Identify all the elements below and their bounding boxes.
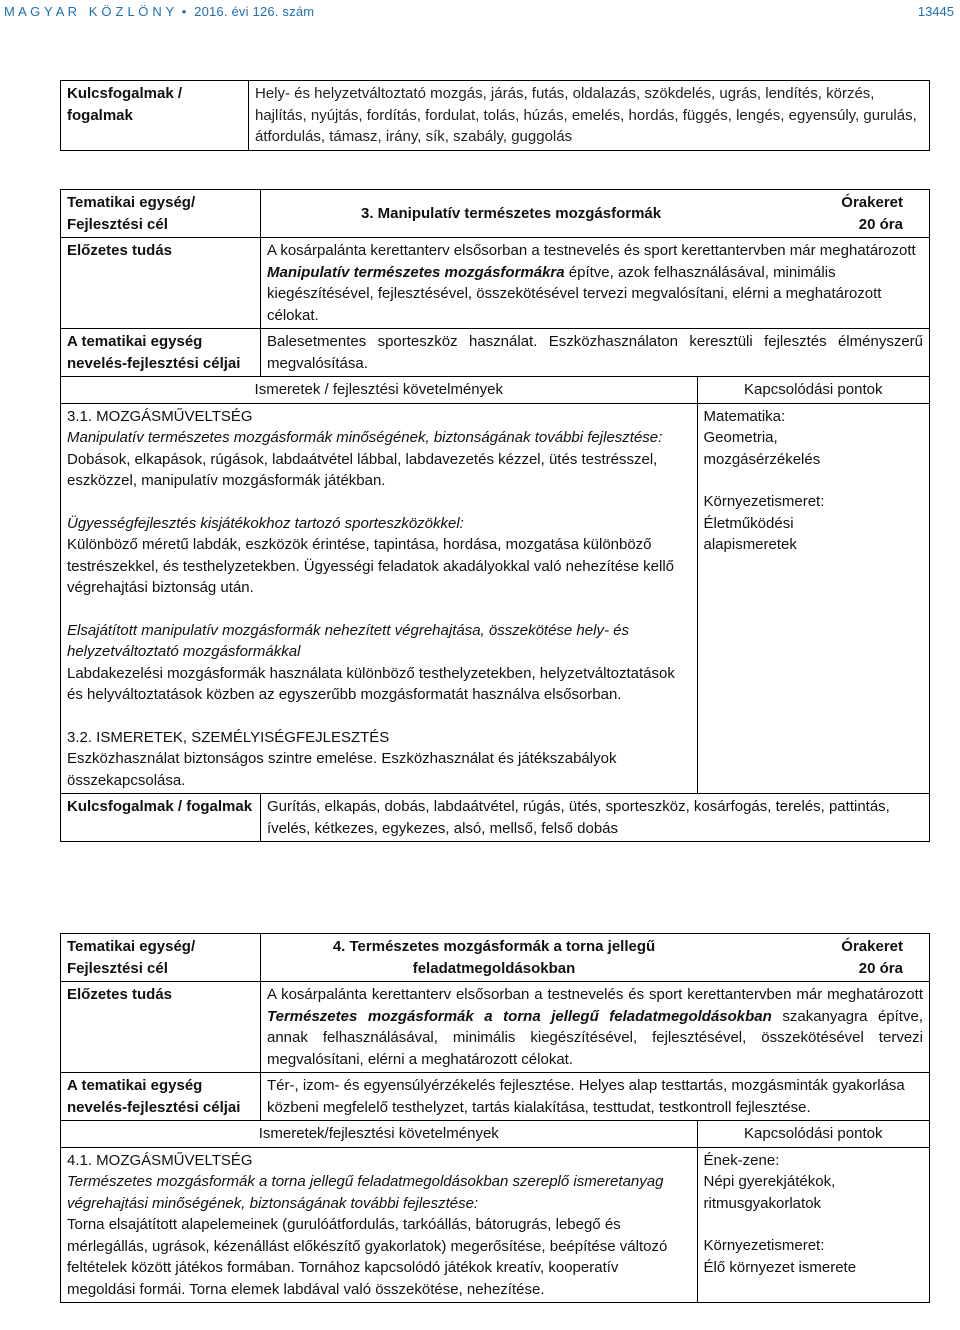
unit3-knowledge-cell [61, 403, 698, 794]
link-topic: Geometria, [703, 429, 778, 446]
section-3-1-paragraph-1: Dobások, elkapások, rúgások, labdaátvétel lábbal, labdavezetés kézzel, ütés testrésszel, eszközzel, manipulatív mozgásformák játékban. [67, 450, 658, 489]
section-4-1-subtitle: Természetes mozgásformák a torna jellegű feladatmegoldásokban szereplő ismeretanyag végrehajtási minőségének, biztonságának további fejlesztése: [67, 1173, 664, 1212]
link-topic: alapismeretek [703, 536, 797, 553]
unit3-col-knowledge-header: Ismeretek / fejlesztési követelmények [61, 377, 698, 404]
section-3-2-title: 3.2. ISMERETEK, SZEMÉLYISÉGFEJLESZTÉS [67, 728, 390, 746]
unit3-hours-value: 20 óra [858, 215, 903, 233]
unit4-hours-label: Órakeret [841, 938, 903, 955]
unit4-hours [697, 934, 930, 982]
unit3-hours [697, 190, 930, 238]
link-subject: Matematika: [703, 407, 786, 425]
keywords-text: Hely- és helyzetváltoztató mozgás, járás, futás, oldalazás, szökdelés, ugrás, lendítés, körzés, hajlítás, nyújtás, fordítás, fordulat, tolás, húzás, emelés, hordás, függés, lengés, egyensúly, gurulás, átfordulás, támasz, irány, sík, szabály, guggolás [249, 81, 930, 151]
unit4-theme-label: Tematikai egység/ Fejlesztési cél [61, 934, 261, 982]
unit3-keywords-text: Gurítás, elkapás, dobás, labdaátvétel, rúgás, ütés, sporteszköz, kosárfogás, terelés, pattintás, ívelés, kétkezes, egykezes, alsó, mellső, felső dobás [261, 794, 930, 842]
unit4-prior-text: A kosárpalánta kerettanterv elsősorban a testnevelés és sport kerettantervben már meghatározott Természetes mozgásformák a torna jellegű feladatmegoldásokban szakanyagra építve, annak felhasználásával, minimális kiegészítésével, fejlesztésével, összekötésével tervezi megvalósítani, elérni a meghatározott célokat. [261, 982, 930, 1073]
link-subject: Környezetismeret: [703, 1237, 825, 1254]
link-subject: Környezetismeret: [703, 493, 825, 510]
link-subject: Ének-zene: [703, 1151, 780, 1169]
unit4-title: 4. Természetes mozgásformák a torna jellegű feladatmegoldásokban [261, 934, 698, 982]
unit3-prior-emphasis: Manipulatív természetes mozgásformákra [267, 263, 565, 281]
unit4-links-cell [697, 1147, 930, 1303]
unit3-prior-text: A kosárpalánta kerettanterv elsősorban a testnevelés és sport kerettantervben már meghatározott Manipulatív természetes mozgásformákra építve, azok felhasználásával, minimális kiegészítésével, fejlesztésével, összekötésével tervezi megvalósítani, elérni a meghatározott célokat. [261, 238, 930, 329]
unit3-links-cell [697, 403, 930, 794]
keywords-label: Kulcsfogalmak / fogalmak [61, 81, 249, 151]
unit3-goals-text: Balesetmentes sporteszköz használat. Eszközhasználaton keresztüli fejlesztés élményszerű megvalósítása. [261, 329, 930, 377]
unit3-theme-label: Tematikai egység/ Fejlesztési cél [61, 190, 261, 238]
section-3-2-paragraph: Eszközhasználat biztonságos szintre emelése. Eszközhasználat és játékszabályok összekapcsolása. [67, 750, 617, 789]
link-topic: mozgásérzékelés [703, 450, 821, 468]
section-3-1-subtitle-3: Elsajátított manipulatív mozgásformák nehezített végrehajtása, összekötése hely- és helyzetváltoztató mozgásformákkal [67, 621, 629, 660]
link-topic: Élő környezet ismerete [703, 1258, 857, 1276]
unit3-col-links-header: Kapcsolódási pontok [697, 377, 930, 404]
journal-title: M A G Y A R K Ö Z L Ö N Y • 2016. évi 126. szám [4, 4, 315, 19]
section-4-1-title: 4.1. MOZGÁSMŰVELTSÉG [67, 1151, 253, 1169]
unit4-col-knowledge-header: Ismeretek/fejlesztési követelmények [61, 1121, 698, 1148]
section-3-1-paragraph-3: Labdakezelési mozgásformák használata különböző testhelyzetekben, helyzetváltoztatások és helyváltoztatások közben az egyszerűbb mozgásformatát használva elsősorban. [67, 664, 675, 703]
section-3-1-title: 3.1. MOZGÁSMŰVELTSÉG [67, 407, 253, 425]
section-3-1-subtitle: Manipulatív természetes mozgásformák minőségének, biztonságának további fejlesztése: [67, 429, 663, 446]
link-topic: Életműködési [703, 514, 794, 532]
section-4-1-paragraph: Torna elsajátított alapelemeinek (gurulóátfordulás, tarkóállás, bátorugrás, lebegő és mérlegállás, ugrások, kézenállást előkészítő gyakorlatok) megerősítése, beépítése változó feltételek között játékos formában. Tornához kapcsolódó játékok kreatív, kooperatív megoldási formái. Torna elemek labdával való összekötése, nehezítése. [67, 1216, 668, 1298]
unit3-title: 3. Manipulatív természetes mozgásformák [261, 190, 698, 238]
section-3-1-paragraph-2: Különböző méretű labdák, eszközök érintése, tapintása, hordása, mozgatása különböző testrészekkel, és testhelyzetekben. Ügyességi feladatok akadályokkal való nehezítése kellő végrehajtási biztonság után. [67, 536, 675, 596]
link-topic: Népi gyerekjátékok, [703, 1173, 836, 1190]
unit3-hours-label: Órakeret [841, 194, 903, 211]
unit4-prior-label: Előzetes tudás [61, 982, 261, 1073]
page-header [0, 0, 960, 22]
unit3-table [60, 189, 930, 842]
unit4-knowledge-cell [61, 1147, 698, 1303]
unit4-goals-label: A tematikai egység nevelés-fejlesztési céljai [61, 1073, 261, 1121]
unit3-goals-label: A tematikai egység nevelés-fejlesztési céljai [61, 329, 261, 377]
unit3-prior-label: Előzetes tudás [61, 238, 261, 329]
unit4-hours-value: 20 óra [858, 959, 903, 977]
section-3-1-subtitle-2: Ügyességfejlesztés kisjátékokhoz tartozó sporteszközökkel: [67, 514, 464, 532]
link-topic: ritmusgyakorlatok [703, 1194, 822, 1212]
unit4-prior-emphasis: Természetes mozgásformák a torna jellegű feladatmegoldásokban [267, 1007, 772, 1025]
unit3-keywords-label: Kulcsfogalmak / fogalmak [61, 794, 261, 842]
unit4-table [60, 933, 930, 1303]
unit4-goals-text: Tér-, izom- és egyensúlyérzékelés fejlesztése. Helyes alap testtartás, mozgásminták gyakorlása közbeni megfelelő testhelyzet, tartás kialakítása, testtudat, testkontroll fejlesztése. [261, 1073, 930, 1121]
unit4-col-links-header: Kapcsolódási pontok [697, 1121, 930, 1148]
page-number: 13445 [917, 4, 954, 19]
keywords-table-1 [60, 80, 930, 151]
